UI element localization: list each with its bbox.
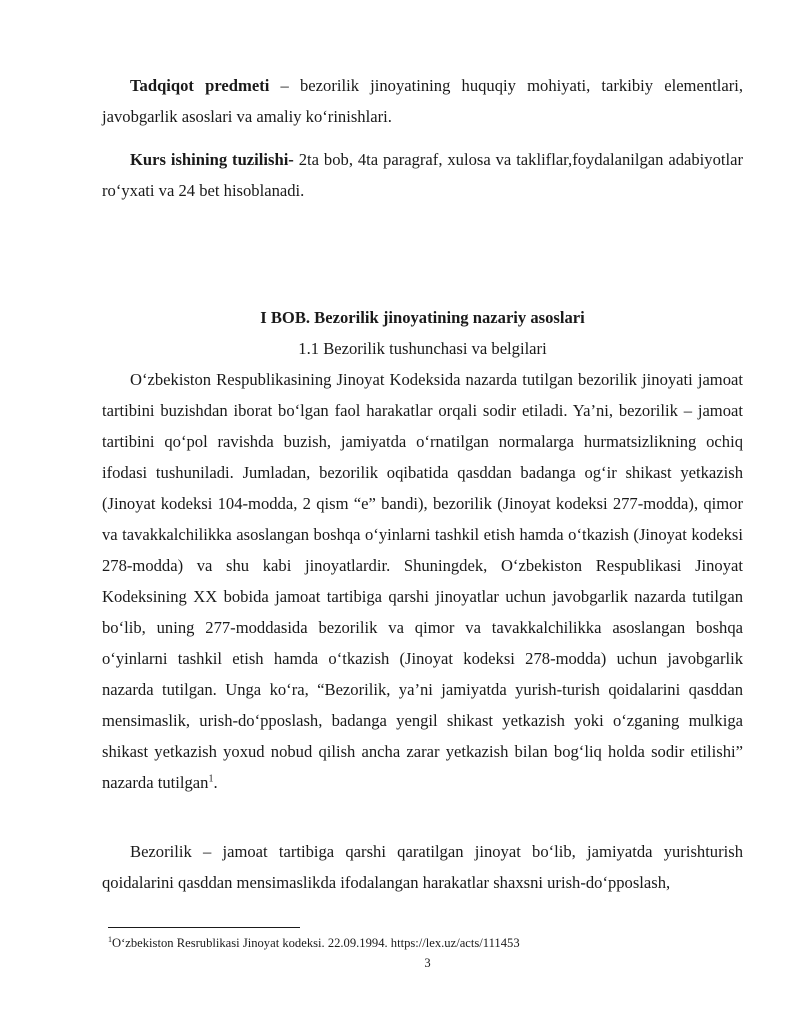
body-paragraph-1: [102, 364, 743, 798]
footnote-divider: [108, 927, 300, 928]
chapter-title: I BOB. Bezorilik jinoyatining nazariy asoslari: [260, 308, 585, 327]
research-subject-label: Tadqiqot predmeti: [130, 76, 270, 95]
body-paragraph-1-end: .: [213, 773, 218, 792]
structure-text: 2ta bob, 4ta paragraf, xulosa va takliflar,foydalanilgan adabiyotlar roʻyxati va 24 bet hisoblanadi.: [102, 150, 743, 200]
footnote-marker: 1: [108, 934, 112, 944]
research-subject-text: – bezorilik jinoyatining huquqiy mohiyati, tarkibiy elementlari, javobgarlik asoslari va amaliy koʻrinishlari.: [102, 76, 744, 126]
footnote-reference[interactable]: 1: [208, 773, 214, 785]
body-paragraph-2: Bezorilik – jamoat tartibiga qarshi qaratilgan jinoyat boʻlib, jamiyatda yurishturish qoidalarini qasddan mensimaslikda ifodalangan harakatlar shaxsni urish-doʻpposlash,: [102, 842, 743, 892]
section-title: 1.1 Bezorilik tushunchasi va belgilari: [298, 339, 547, 358]
structure-paragraph: [102, 144, 743, 206]
research-subject-paragraph: [102, 70, 743, 132]
structure-label: Kurs ishining tuzilishi-: [130, 150, 294, 169]
footnote: [108, 934, 748, 952]
body-paragraph-1-text: Oʻzbekiston Respublikasining Jinoyat Kodeksida nazarda tutilgan bezorilik jinoyati jamoat tartibini buzishdan iborat boʻlgan faol harakatlar orqali sodir etiladi. Ya’ni, bezorilik – jamoat tartibini qoʻpol ravishda buzish, jamiyatda oʻrnatilgan normalarga hurmatsizlikning ochiq ifodasi tushuniladi. Jumladan, bezorilik oqibatida qasddan badanga ogʻir shikast yetkazish (Jinoyat kodeksi 104-modda, 2 qism “e” bandi), bezorilik (Jinoyat kodeksi 277-modda), qimor va tavakkalchilikka asoslangan boshqa oʻyinlarni tashkil etish hamda oʻtkazish (Jinoyat kodeksi 278-modda) va shu kabi jinoyatlardir. Shuningdek, Oʻzbekiston Respublikasi Jinoyat Kodeksining XX bobida jamoat tartibiga qarshi jinoyatlar uchun javobgarlik nazarda tutilgan boʻlib, uning 277-moddasida bezorilik va qimor va tavakkalchilikka asoslangan boshqa oʻyinlarni tashkil etish hamda oʻtkazish (Jinoyat kodeksi 278-modda) uchun javobgarlik nazarda tutilgan. Unga koʻra, “Bezorilik, ya’ni jamiyatda yurish-turish qoidalarini qasddan mensimaslik, urish-doʻpposlash, badanga yengil shikast yetkazish yoki oʻzganing mulkiga shikast yetkazish yoxud nobud qilish ancha zarar yetkazish bilan bogʻliq holda sodir etilishi” nazarda tutilgan: [102, 370, 743, 792]
footnote-text: Oʻzbekiston Resrublikasi Jinoyat kodeksi. 22.09.1994. https://lex.uz/acts/111453: [112, 936, 520, 950]
page-number: 3: [424, 956, 431, 970]
